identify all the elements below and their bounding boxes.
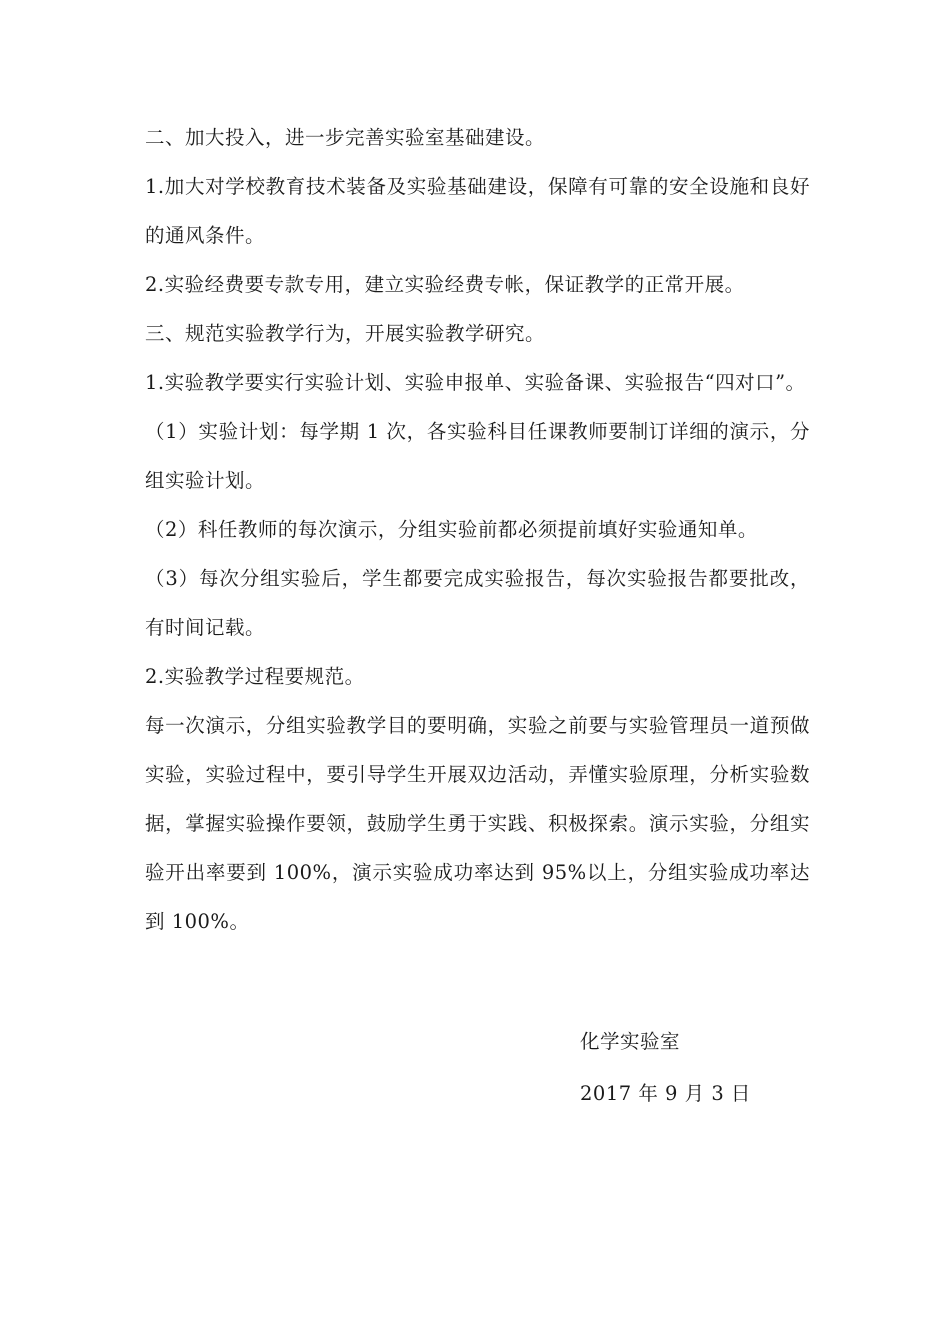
- paragraph-plan: （1）实验计划：每学期 1 次，各实验科目任课教师要制订详细的演示，分组实验计划。: [145, 420, 810, 492]
- paragraph-equipment: 1.加大对学校教育技术装备及实验基础建设，保障有可靠的安全设施和良好的通风条件。: [145, 175, 810, 247]
- paragraph-report: （3）每次分组实验后，学生都要完成实验报告，每次实验报告都要批改，有时间记载。: [145, 567, 810, 639]
- section-heading-investment: 二、加大投入，进一步完善实验室基础建设。: [145, 126, 546, 149]
- paragraph-funding: 2.实验经费要专款专用，建立实验经费专帐，保证教学的正常开展。: [145, 273, 745, 296]
- paragraph-notice: （2）科任教师的每次演示，分组实验前都必须提前填好实验通知单。: [145, 518, 758, 541]
- paragraph-process-heading: 2.实验教学过程要规范。: [145, 665, 365, 688]
- document-body: [145, 113, 810, 946]
- paragraph-four-match: 1.实验教学要实行实验计划、实验申报单、实验备课、实验报告“四对口”。: [145, 371, 806, 394]
- section-heading-standardize: 三、规范实验教学行为，开展实验教学研究。: [145, 322, 546, 345]
- paragraph-process-detail: 每一次演示，分组实验教学目的要明确，实验之前要与实验管理员一道预做实验，实验过程中，要引导学生开展双边活动，弄懂实验原理，分析实验数据，掌握实验操作要领，鼓励学生勇于实践、积极探索。演示实验，分组实验开出率要到 100%，演示实验成功率达到 95%以上，分组实验成功率达到 100%。: [145, 714, 810, 933]
- signature-block: [580, 1016, 820, 1120]
- signature-date: 2017 年 9 月 3 日: [580, 1082, 751, 1105]
- signature-organization: 化学实验室: [580, 1030, 681, 1053]
